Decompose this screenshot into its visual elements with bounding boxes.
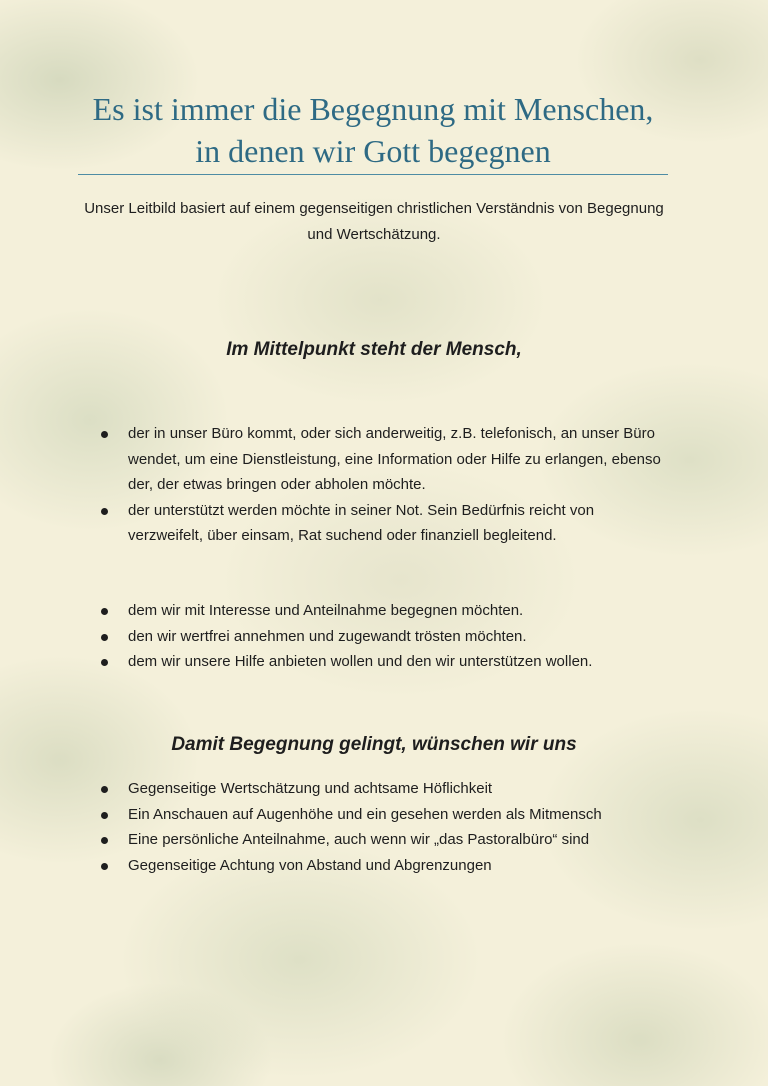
wishes-list: [100, 776, 668, 878]
title-divider: [78, 174, 668, 175]
bullet-icon: [101, 837, 108, 844]
list-item-text: den wir wertfrei annehmen und zugewandt trösten möchten.: [128, 627, 527, 645]
list-item: [100, 802, 668, 828]
mensch-list-b: [100, 598, 668, 675]
list-item: [100, 598, 668, 624]
list-item-text: dem wir unsere Hilfe anbieten wollen und den wir unterstützen wollen.: [128, 653, 593, 670]
list-item-text: Gegenseitige Wertschätzung und achtsame Höflichkeit: [128, 780, 493, 797]
list-item-text: der unterstützt werden möchte in seiner Not. Sein Bedürfnis reicht von verzweifelt, über einsam, Rat suchend oder finanziell begleitend.: [128, 501, 595, 544]
page-title: Es ist immer die Begegnung mit Menschen, in denen wir Gott begegnen: [92, 91, 654, 169]
list-item: [100, 498, 668, 549]
bullet-icon: [101, 812, 108, 819]
list-item-text: der in unser Büro kommt, oder sich anderweitig, z.B. telefonisch, an unser Büro wendet, um eine Dienstleistung, eine Information oder Hilfe zu erlangen, ebenso der, der etwas bringen oder abholen möchte.: [128, 425, 661, 493]
list-item-text: dem wir mit Interesse und Anteilnahme begegnen möchten.: [128, 602, 524, 619]
list-item: [100, 649, 668, 675]
section-heading-mensch: Im Mittelpunkt steht der Mensch,: [226, 339, 522, 360]
section-heading-begegnung: Damit Begegnung gelingt, wünschen wir uns: [171, 734, 577, 755]
intro-text: Unser Leitbild basiert auf einem gegenseitigen christlichen Verständnis von Begegnung und Wertschätzung.: [84, 200, 664, 243]
bullet-icon: [101, 634, 108, 641]
bullet-icon: [101, 431, 108, 438]
list-item: [100, 624, 668, 650]
bullet-icon: [101, 659, 108, 666]
list-item-text: Ein Anschauen auf Augenhöhe und ein gesehen werden als Mitmensch: [128, 805, 602, 823]
bullet-icon: [101, 786, 108, 793]
bullet-icon: [101, 508, 108, 515]
mensch-list-a: [100, 421, 668, 549]
bullet-icon: [101, 863, 108, 870]
list-item: [100, 853, 668, 879]
bullet-icon: [101, 608, 108, 615]
list-item: [100, 827, 668, 853]
list-item-text: Eine persönliche Anteilnahme, auch wenn wir „das Pastoralbüro“ sind: [128, 831, 590, 848]
list-item: [100, 421, 668, 498]
list-item: [100, 776, 668, 802]
list-item-text: Gegenseitige Achtung von Abstand und Abgrenzungen: [128, 856, 492, 874]
